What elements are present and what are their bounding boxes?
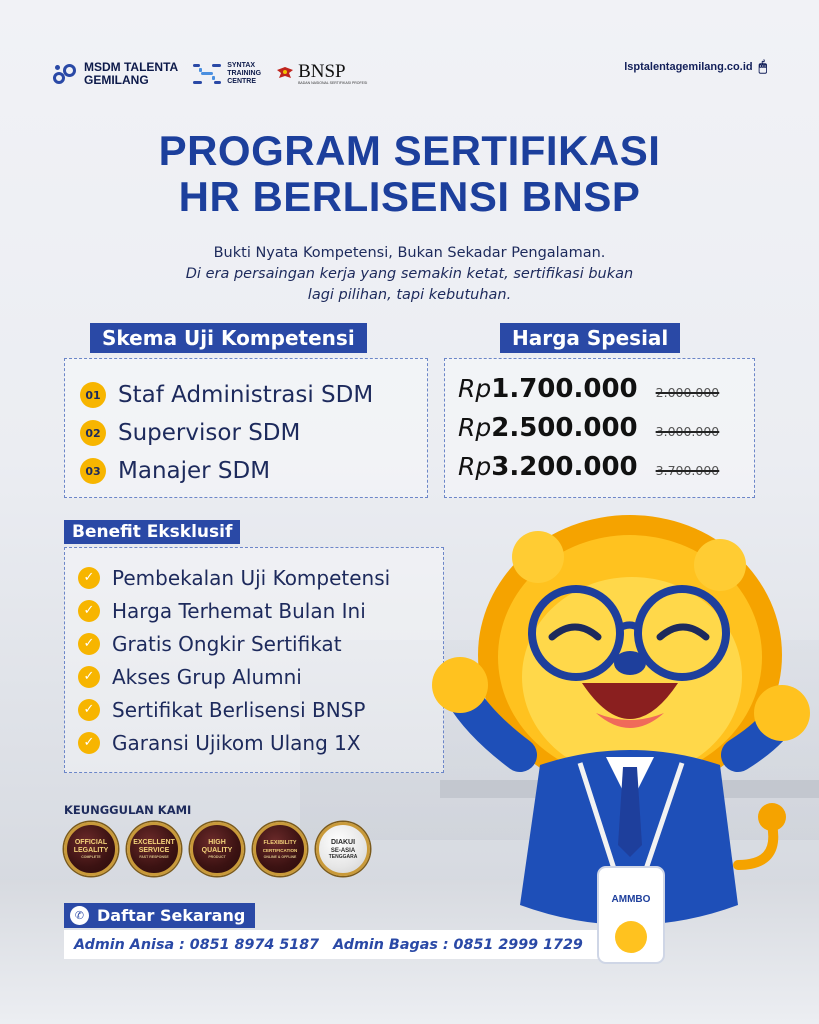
page-title [0, 128, 819, 220]
benefit-item [78, 660, 390, 693]
old-price: 2.000.000 [655, 385, 720, 400]
cursor-click-icon: 🖱 [758, 58, 767, 74]
benefit-item [78, 693, 390, 726]
keunggulan-heading: KEUNGGULAN KAMI [64, 803, 192, 817]
partner-logos [52, 56, 367, 92]
skema-item [80, 452, 373, 490]
intro-line1: Bukti Nyata Kompetensi, Bukan Sekadar Pengalaman. [213, 245, 606, 261]
skema-list [80, 376, 373, 490]
website-url-text: lsptalentagemilang.co.id [624, 60, 753, 73]
website-url[interactable] [624, 58, 767, 75]
bnsp-subtitle: BADAN NASIONAL SERTIFIKASI PROFESI [298, 81, 368, 85]
high-quality-badge: HIGH QUALITY PRODUCT [190, 822, 244, 876]
check-icon: ✓ [78, 666, 100, 688]
special-price: 1.700.000 [491, 374, 638, 404]
intro-text [0, 243, 819, 306]
special-price: 3.200.000 [491, 452, 638, 482]
benefit-list [78, 561, 390, 759]
benefit-item [78, 594, 390, 627]
skema-label: Manajer SDM [118, 458, 271, 484]
daftar-sekarang-button[interactable] [64, 903, 255, 928]
skema-heading: Skema Uji Kompetensi [90, 323, 367, 353]
special-price: 2.500.000 [491, 413, 638, 443]
skema-item [80, 414, 373, 452]
benefit-label: Gratis Ongkir Sertifikat [112, 631, 342, 656]
old-price: 3.000.000 [655, 424, 720, 439]
price-list [458, 374, 719, 491]
skema-number-badge: 01 [80, 382, 106, 408]
diakui-se-asia-badge: DIAKUI SE-ASIA TENGGARA [316, 822, 370, 876]
id-card-text: AMMBO [611, 894, 651, 905]
benefit-label: Garansi Ujikom Ulang 1X [112, 730, 361, 755]
syntax-logo-icon [192, 62, 222, 86]
benefit-label: Sertifikat Berlisensi BNSP [112, 697, 366, 722]
admin-anisa-contact[interactable]: Admin Anisa : 0851 8974 5187 [74, 936, 320, 953]
msdm-talenta-logo [52, 61, 178, 87]
benefit-heading: Benefit Eksklusif [64, 520, 240, 544]
currency-label: Rp [458, 452, 492, 481]
price-row [458, 452, 719, 491]
old-price: 3.700.000 [655, 463, 720, 478]
check-icon: ✓ [78, 699, 100, 721]
skema-item [80, 376, 373, 414]
check-icon: ✓ [78, 567, 100, 589]
check-icon: ✓ [78, 633, 100, 655]
bnsp-garuda-icon [275, 64, 295, 84]
benefit-item [78, 726, 390, 759]
bnsp-logo [275, 63, 367, 85]
benefit-item [78, 627, 390, 660]
admin-bagas-contact[interactable]: Admin Bagas : 0851 2999 1729 [333, 936, 583, 953]
logo2-line3: CENTRE [227, 78, 256, 85]
check-icon: ✓ [78, 732, 100, 754]
whatsapp-icon: ✆ [70, 906, 89, 925]
logo1-line2: GEMILANG [84, 73, 149, 87]
harga-heading: Harga Spesial [500, 323, 680, 353]
check-icon: ✓ [78, 600, 100, 622]
skema-label: Staf Administrasi SDM [118, 382, 374, 408]
intro-line2: Di era persaingan kerja yang semakin ketat, sertifikasi bukan [185, 266, 634, 282]
price-row [458, 413, 719, 452]
excellent-service-badge: EXCELLENT SERVICE FAST RESPONSE [127, 822, 181, 876]
benefit-item [78, 561, 390, 594]
logo1-line1: MSDM TALENTA [84, 60, 179, 74]
bnsp-name: BNSP [298, 61, 346, 82]
skema-label: Supervisor SDM [118, 420, 301, 446]
skema-number-badge: 02 [80, 420, 106, 446]
title-line1: PROGRAM SERTIFIKASI [158, 127, 661, 174]
benefit-label: Akses Grup Alumni [112, 664, 302, 689]
msdm-logo-icon [52, 61, 78, 87]
intro-line3: lagi pilihan, tapi kebutuhan. [307, 287, 512, 303]
logo2-line2: TRAINING [227, 70, 262, 77]
flexibility-certification-badge: FLEXIBILITY CERTIFICATION ONLINE & OFFLINE [253, 822, 307, 876]
lion-mascot [420, 505, 819, 975]
title-line2: HR BERLISENSI BNSP [178, 173, 641, 220]
daftar-label: Daftar Sekarang [97, 906, 246, 925]
official-legality-badge: OFFICIAL LEGALITY COMPLETE [64, 822, 118, 876]
benefit-label: Harga Terhemat Bulan Ini [112, 598, 366, 623]
logo2-line1: SYNTAX [227, 62, 256, 69]
keunggulan-badges [64, 822, 379, 876]
currency-label: Rp [458, 374, 492, 403]
benefit-label: Pembekalan Uji Kompetensi [112, 565, 391, 590]
price-row [458, 374, 719, 413]
skema-number-badge: 03 [80, 458, 106, 484]
syntax-training-logo [192, 62, 261, 86]
currency-label: Rp [458, 413, 492, 442]
